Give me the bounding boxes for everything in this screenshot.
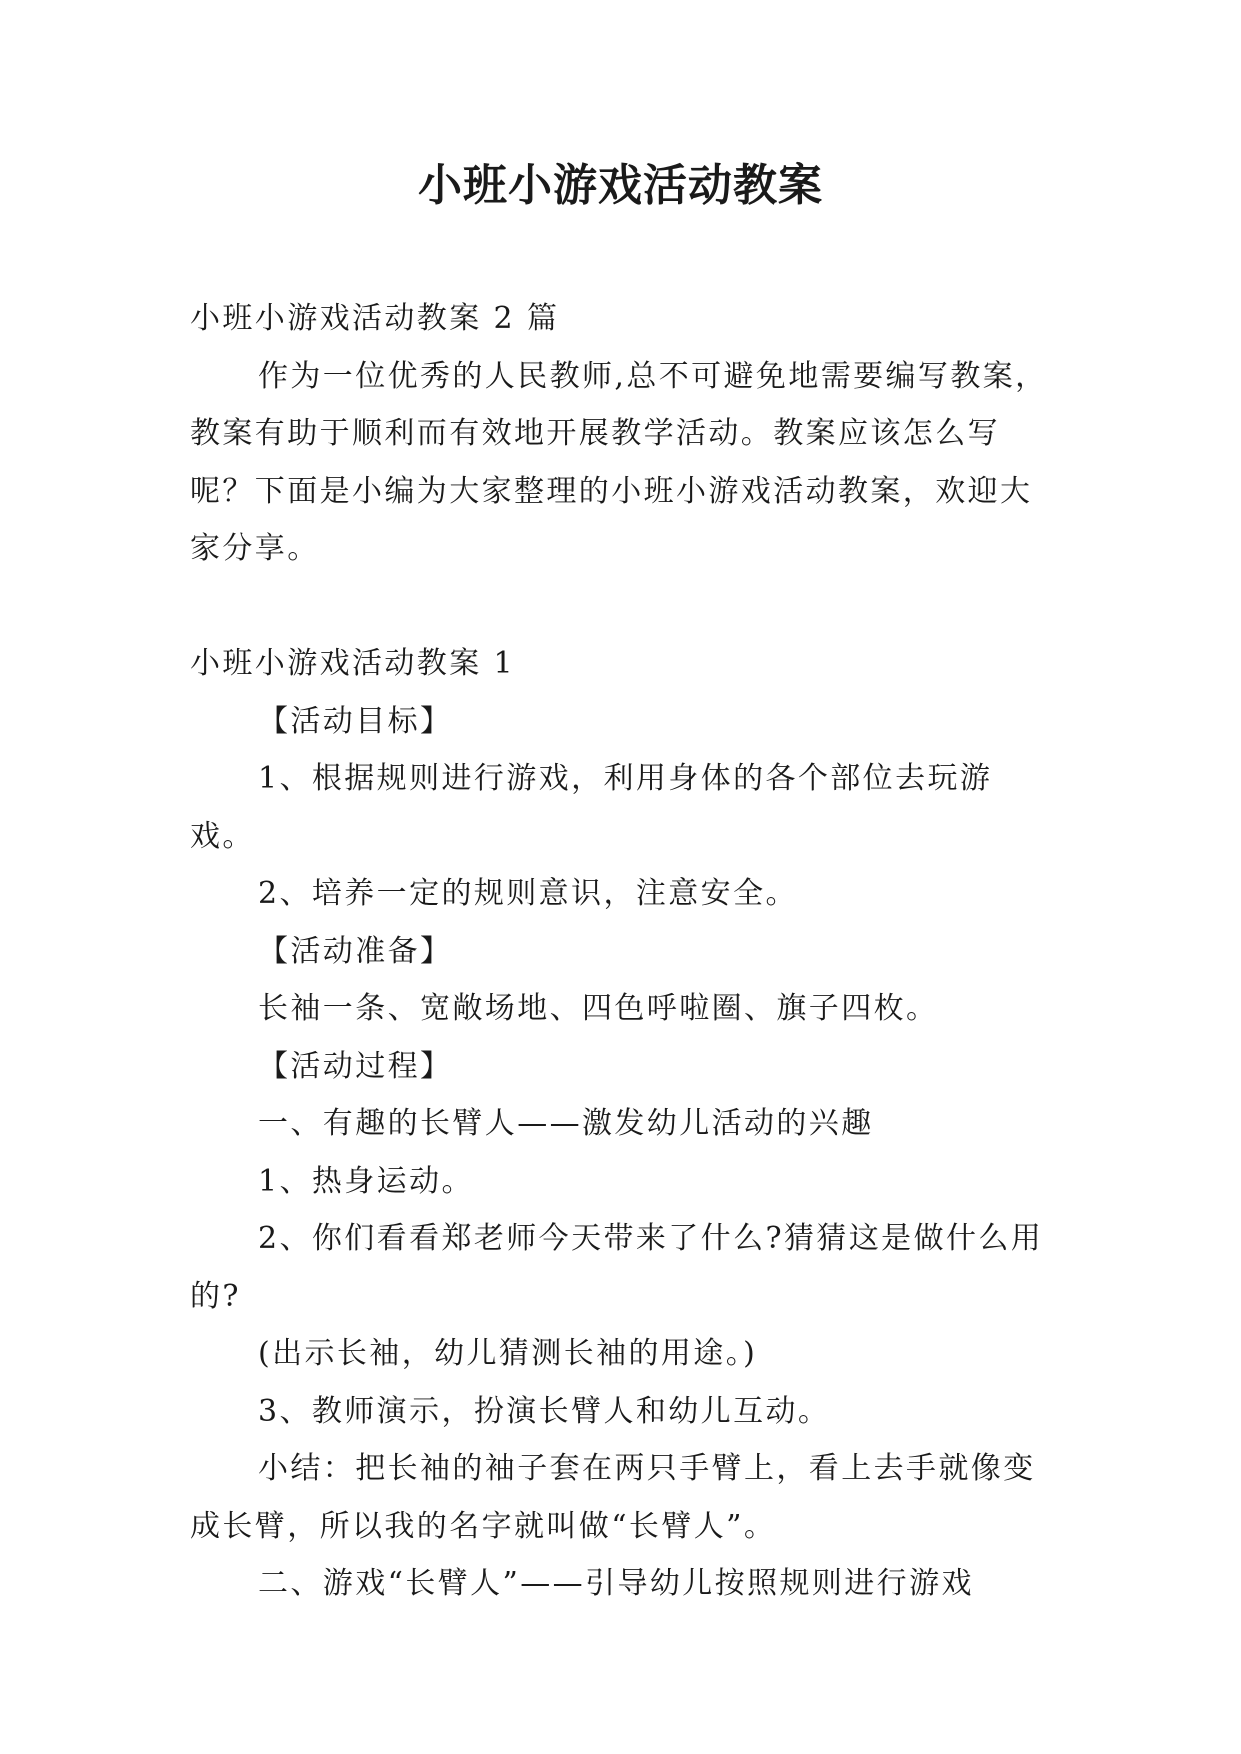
- process-label: 【活动过程】: [258, 1048, 453, 1084]
- document-body: [190, 290, 1050, 1613]
- step2-title: 二、游戏“长臂人”——引导幼儿按照规则进行游戏: [258, 1566, 974, 1601]
- document-subtitle: 小班小游戏活动教案 2 篇: [190, 301, 560, 336]
- goal-item-2: 2、培养一定的规则意识，注意安全。: [258, 876, 798, 911]
- goal-item-1: 1、根据规则进行游戏，利用身体的各个部位去玩游戏。: [190, 761, 993, 854]
- step1-title: 一、有趣的长臂人——激发幼儿活动的兴趣: [258, 1106, 874, 1141]
- step1-item-2: 2、你们看看郑老师今天带来了什么?猜猜这是做什么用的?: [190, 1221, 1044, 1314]
- paragraph-gap: [190, 578, 1050, 636]
- summary-paragraph: 小结：把长袖的袖子套在两只手臂上，看上去手就像变成长臂，所以我的名字就叫做“长臂人”。: [190, 1451, 1036, 1544]
- prep-text: 长袖一条、宽敞场地、四色呼啦圈、旗子四枚。: [258, 991, 939, 1026]
- prep-label: 【活动准备】: [258, 933, 453, 969]
- step1-item-2-note: (出示长袖，幼儿猜测长袖的用途。): [258, 1336, 758, 1371]
- page-title: 小班小游戏活动教案: [418, 160, 823, 211]
- section-heading: 小班小游戏活动教案 1: [190, 646, 516, 681]
- intro-paragraph: 作为一位优秀的人民教师,总不可避免地需要编写教案，教案有助于顺利而有效地开展教学活动。教案应该怎么写呢？下面是小编为大家整理的小班小游戏活动教案，欢迎大家分享。: [190, 358, 1048, 566]
- goal-label: 【活动目标】: [258, 703, 453, 739]
- step1-item-1: 1、热身运动。: [258, 1163, 474, 1199]
- step1-item-3: 3、教师演示，扮演长臂人和幼儿互动。: [258, 1393, 831, 1429]
